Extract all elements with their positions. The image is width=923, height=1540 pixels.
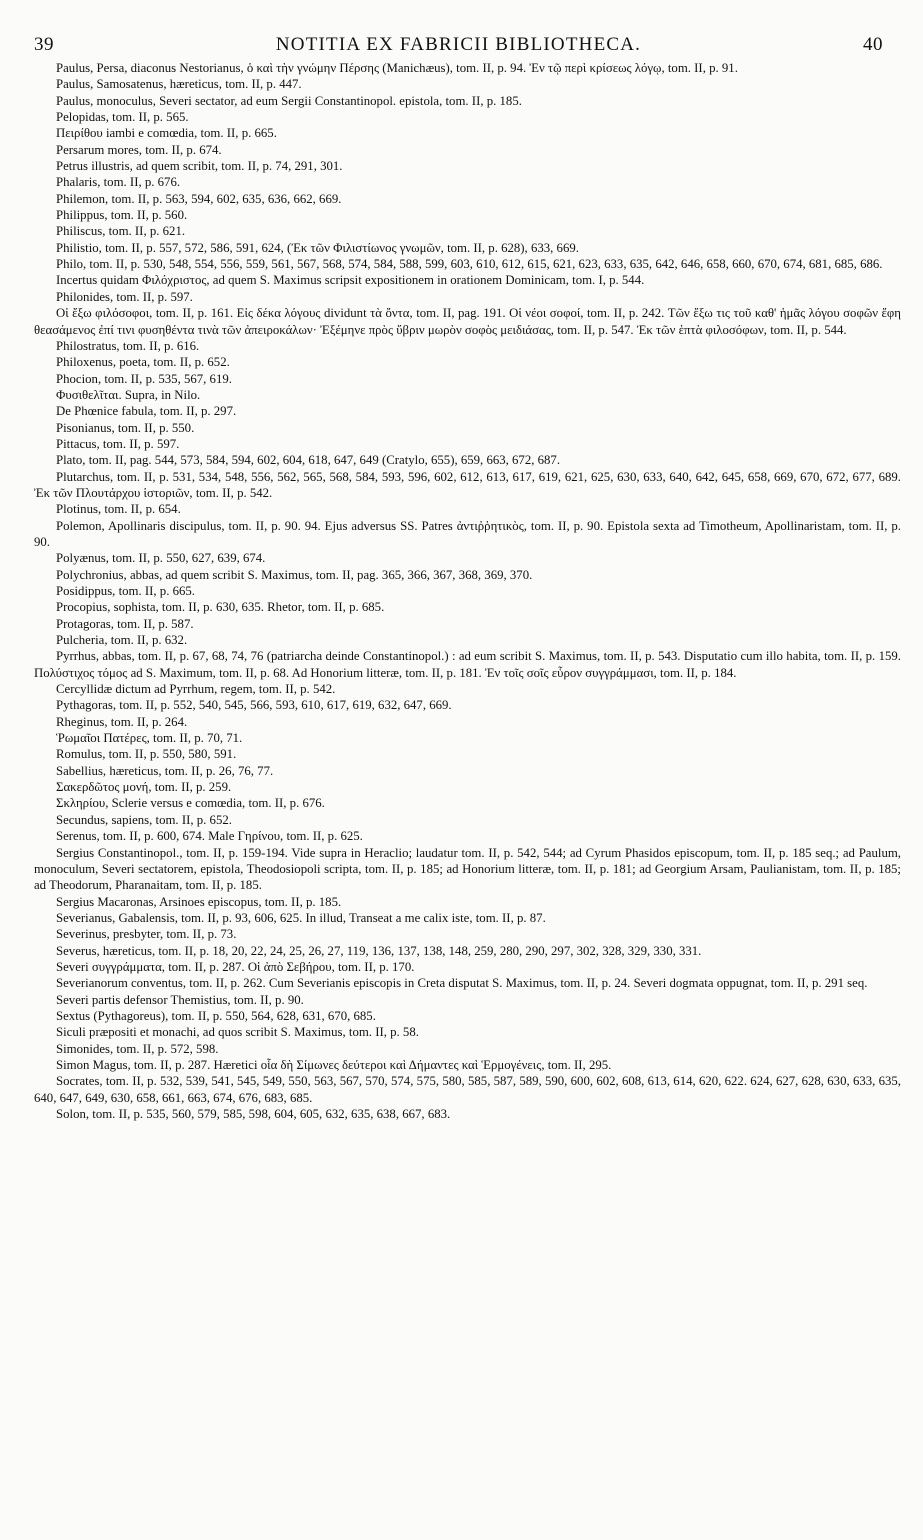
index-entry: Simonides, tom. II, p. 572, 598. (56, 1041, 219, 1056)
index-entry: Solon, tom. II, p. 535, 560, 579, 585, 598, 604, 605, 632, 635, 638, 667, 683. (56, 1107, 451, 1121)
index-entry: Polychronius, abbas, ad quem scribit S. Maximus, tom. II, pag. 365, 366, 367, 368, 369, 370. (56, 567, 533, 582)
index-entry: Plato, tom. II, pag. 544, 573, 584, 594, 602, 604, 618, 647, 649 (Cratylo, 655), 659, 663, 672, 687. (56, 453, 561, 468)
page-number-left: 39 (34, 34, 54, 55)
index-entry: Petrus illustris, ad quem scribit, tom. II, p. 74, 291, 301. (56, 159, 343, 174)
index-entries (34, 60, 901, 1122)
index-entry: Philippus, tom. II, p. 560. (56, 208, 188, 223)
index-entry: Severianus, Gabalensis, tom. II, p. 93, 606, 625. In illud, Transeat a me calix iste, tom. II, p. 87. (56, 910, 546, 925)
index-entry: Procopius, sophista, tom. II, p. 630, 635. Rhetor, tom. II, p. 685. (56, 600, 385, 615)
index-entry: Pythagoras, tom. II, p. 552, 540, 545, 566, 593, 610, 617, 619, 632, 647, 669. (56, 698, 452, 713)
page-number-right: 40 (863, 34, 883, 55)
index-entry: Severinus, presbyter, tom. II, p. 73. (56, 927, 237, 942)
index-entry: Severi συγγράμματα, tom. II, p. 287. Οἱ ἀπὸ Σεβήρου, tom. II, p. 170. (56, 959, 415, 974)
index-entry: Socrates, tom. II, p. 532, 539, 541, 545, 549, 550, 563, 567, 570, 574, 575, 580, 585, 587, 589, 590, 600, 602, 608, 613, 614, 620, 622. 624, 627, 628, 630, 633, 635, 640, 647, 649, 630, 658, 661, 663, 674, 676, 683, 685. (34, 1074, 901, 1105)
index-entry: Sextus (Pythagoreus), tom. II, p. 550, 564, 628, 631, 670, 685. (56, 1008, 376, 1023)
index-entry: Σακερδῶτος μονή, tom. II, p. 259. (56, 780, 232, 795)
index-entry: De Phœnice fabula, tom. II, p. 297. (56, 404, 237, 419)
index-entry: Pittacus, tom. II, p. 597. (56, 436, 180, 451)
index-entry: Sabellius, hæreticus, tom. II, p. 26, 76, 77. (56, 763, 274, 778)
index-entry: Simon Magus, tom. II, p. 287. Hæretici οἷα δὴ Σίμωνες δεύτεροι καὶ Δήμαντες καὶ Ἑρμογένεις, tom. II, 295. (56, 1057, 612, 1072)
index-entry: Secundus, sapiens, tom. II, p. 652. (56, 812, 232, 827)
index-entry: Phocion, tom. II, p. 535, 567, 619. (56, 371, 232, 386)
index-entry: Πειρίθου iambi e comœdia, tom. II, p. 665. (56, 126, 277, 141)
index-entry: Incertus quidam Φιλόχριστος, ad quem S. Maximus scripsit expositionem in orationem Dominicam, tom. I, p. 544. (56, 273, 645, 288)
index-entry: Plutarchus, tom. II, p. 531, 534, 548, 556, 562, 565, 568, 584, 593, 596, 602, 612, 613, 617, 619, 621, 625, 630, 633, 640, 642, 645, 658, 669, 670, 672, 677, 689. Ἐκ τῶν Πλουτάρχου ἱστοριῶν, tom. II, p. 542. (34, 469, 901, 500)
index-entry: Severianorum conventus, tom. II, p. 262. Cum Severianis episcopis in Creta disputat S. Maximus, tom. II, p. 24. Severi dogmata oppugnat, tom. II, p. 291 seq. (56, 976, 868, 991)
index-entry: Severus, hæreticus, tom. II, p. 18, 20, 22, 24, 25, 26, 27, 119, 136, 137, 138, 148, 259, 280, 290, 297, 302, 328, 329, 330, 331. (56, 943, 702, 958)
index-entry: Σκληρίου, Sclerie versus e comœdia, tom. II, p. 676. (56, 796, 325, 811)
index-entry: Romulus, tom. II, p. 550, 580, 591. (56, 747, 237, 762)
index-entry: Pulcheria, tom. II, p. 632. (56, 633, 188, 648)
index-entry: Philo, tom. II, p. 530, 548, 554, 556, 559, 561, 567, 568, 574, 584, 588, 599, 603, 610, 612, 615, 621, 623, 633, 635, 642, 646, 658, 660, 670, 674, 681, 685, 686. (56, 257, 883, 272)
index-entry: Posidippus, tom. II, p. 665. (56, 584, 195, 598)
index-entry: Plotinus, tom. II, p. 654. (56, 502, 181, 517)
index-entry: Serenus, tom. II, p. 600, 674. Male Γηρίνου, tom. II, p. 625. (56, 829, 363, 844)
index-entry: Philistio, tom. II, p. 557, 572, 586, 591, 624, (Ἐκ τῶν Φιλιστίωνος γνωμῶν, tom. II, p. 628), 633, 669. (56, 240, 579, 255)
index-entry: Severi partis defensor Themistius, tom. II, p. 90. (56, 992, 304, 1007)
index-entry: Rheginus, tom. II, p. 264. (56, 714, 188, 729)
index-entry: Phalaris, tom. II, p. 676. (56, 175, 181, 190)
index-entry: Persarum mores, tom. II, p. 674. (56, 142, 222, 157)
index-entry: Philonides, tom. II, p. 597. (56, 289, 193, 304)
index-entry: Philemon, tom. II, p. 563, 594, 602, 635, 636, 662, 669. (56, 191, 342, 206)
index-entry: Polyænus, tom. II, p. 550, 627, 639, 674. (56, 551, 266, 566)
index-entry: Φυσιθελῖται. Supra, in Nilo. (56, 387, 201, 402)
index-entry: Philostratus, tom. II, p. 616. (56, 338, 200, 353)
index-entry: Philoxenus, poeta, tom. II, p. 652. (56, 355, 230, 370)
index-entry: Paulus, monoculus, Severi sectator, ad eum Sergii Constantinopol. epistola, tom. II, p. 185. (56, 93, 522, 108)
index-entry: Οἱ ἔξω φιλόσοφοι, tom. II, p. 161. Εἰς δέκα λόγους dividunt τὰ ὄντα, tom. II, pag. 191. Οἱ νέοι σοφοί, tom. II, p. 242. Τῶν ἔξω τις τοῦ καθ' ἡμᾶς λόγου σοφῶν ἔφη θεασάμενος ἐπί τινι φυσηθέντα τινὰ τῶν ἀπειροκάλων· Ἐξέμηνε πρὸς ὕβριν μωρὸν σοφὸς μειδιάσας, tom. II, p. 547. Ἐκ τῶν ἑπτὰ φιλοσόφων, tom. II, p. 544. (34, 306, 901, 337)
index-entry: Pelopidas, tom. II, p. 565. (56, 110, 189, 125)
index-entry: Siculi præpositi et monachi, ad quos scribit S. Maximus, tom. II, p. 58. (56, 1025, 419, 1040)
index-entry: Paulus, Samosatenus, hæreticus, tom. II, p. 447. (56, 77, 302, 92)
index-entry: Pyrrhus, abbas, tom. II, p. 67, 68, 74, 76 (patriarcha deinde Constantinopol.) : ad eum scribit S. Maximus, tom. II, p. 543. Disputatio cum illo habita, tom. II, p. 159. Πολύστιχος τόμος ad S. Maximum, tom. II, p. 68. Ad Honorium litteræ, tom. II, p. 181. Ἐν τοῖς σοῖς εὗρον συγγράμμασι, tom. II, p. 184. (34, 649, 901, 680)
index-entry: Polemon, Apollinaris discipulus, tom. II, p. 90. 94. Ejus adversus SS. Patres ἀντιῤῥητικὸς, tom. II, p. 90. Epistola sexta ad Timotheum, Apollinaristam, tom. II, p. 90. (34, 518, 901, 549)
index-entry: Sergius Constantinopol., tom. II, p. 159-194. Vide supra in Heraclio; laudatur tom. II, p. 542, 544; ad Cyrum Phasidos episcopum, tom. II, p. 185 seq.; ad Paulum, monoculum, Severi sectatorem, epistola, Theodosiopoli scripta, tom. II, p. 185; ad Honorium litteræ, tom. II, p. 181; ad Georgium Arsam, Paulianistam, tom. II, p. 185; ad Theodorum, Pharanaitam, tom. II, p. 185. (34, 845, 901, 893)
index-entry: Sergius Macaronas, Arsinoes episcopus, tom. II, p. 185. (56, 894, 342, 909)
index-entry: Paulus, Persa, diaconus Nestorianus, ὁ καὶ τὴν γνώμην Πέρσης (Manichæus), tom. II, p. 94. Ἐν τῷ περὶ κρίσεως λόγῳ, tom. II, p. 91. (56, 61, 738, 75)
page-title: NOTITIA EX FABRICII BIBLIOTHECA. (275, 34, 642, 55)
index-entry: Pisonianus, tom. II, p. 550. (56, 420, 195, 435)
running-head (34, 34, 901, 56)
index-entry: Ῥωμαῖοι Πατέρες, tom. II, p. 70, 71. (56, 731, 243, 746)
index-entry: Cercyllidæ dictum ad Pyrrhum, regem, tom. II, p. 542. (56, 682, 336, 697)
index-entry: Philiscus, tom. II, p. 621. (56, 224, 186, 239)
index-entry: Protagoras, tom. II, p. 587. (56, 616, 194, 631)
